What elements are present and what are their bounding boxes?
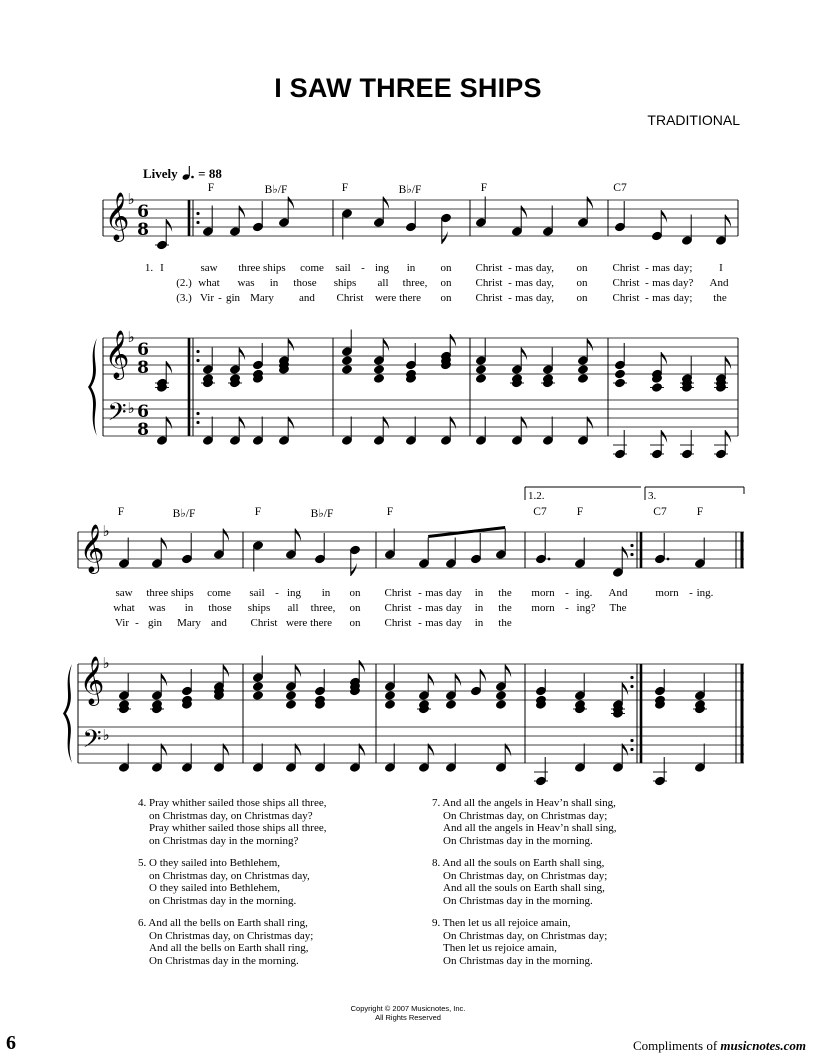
treble-clef-icon: 𝄞	[79, 523, 105, 572]
lyric-syllable: the	[713, 292, 727, 304]
lyric-syllable: in	[406, 262, 416, 274]
lyric-syllable: ing	[286, 587, 302, 599]
chord-symbol: F	[480, 182, 488, 194]
composer-credit: TRADITIONAL	[647, 112, 740, 128]
lyric-syllable: -	[418, 602, 422, 614]
repeat-dot	[196, 412, 199, 415]
lyric-syllable: And	[608, 587, 628, 599]
note-flag	[455, 674, 461, 687]
chord-symbol: F	[576, 506, 584, 518]
lyric-syllable: on	[349, 602, 361, 614]
time-signature-numerator: 6	[137, 340, 149, 360]
chord-symbol: F	[254, 506, 262, 518]
augmentation-dot	[667, 558, 670, 561]
note-flag	[622, 744, 628, 757]
note-flag	[295, 529, 301, 542]
note-flag	[725, 430, 731, 443]
note-flag	[450, 334, 456, 347]
lyric-syllable: on	[440, 292, 452, 304]
lyric-syllable: what	[113, 602, 135, 614]
notehead	[384, 700, 395, 710]
page-title: I SAW THREE SHIPS	[274, 73, 542, 103]
notehead	[495, 691, 506, 701]
repeat-dot	[630, 544, 633, 547]
lyric-syllable: day,	[536, 277, 554, 289]
notehead	[384, 691, 395, 701]
flat-key-signature-icon: ♭	[127, 328, 135, 346]
lyric-syllable: those	[293, 277, 317, 289]
lyric-syllable: And	[709, 277, 729, 289]
note-flag	[450, 417, 456, 430]
lyric-syllable: -	[508, 292, 512, 304]
lyric-syllable: -	[645, 292, 649, 304]
chord-symbol: B♭/F	[398, 184, 422, 196]
note-flag	[521, 348, 527, 361]
note-flag	[288, 417, 294, 430]
note-flag	[480, 669, 486, 682]
footer-credit: Compliments of musicnotes.com	[633, 1038, 806, 1053]
copyright-notice: Copyright © 2007 Musicnotes, Inc. All Rights Reserved	[350, 1004, 466, 1022]
repeat-dot	[630, 676, 633, 679]
note-flag	[295, 744, 301, 757]
lyric-syllable: -	[361, 262, 365, 274]
lyric-syllable: all	[287, 602, 299, 614]
repeat-dot	[630, 553, 633, 556]
lyric-syllable: Christ	[612, 262, 640, 274]
lyric-syllable: what	[198, 277, 220, 289]
note-flag	[622, 683, 628, 696]
lyric-syllable: on	[576, 262, 588, 274]
note-flag	[661, 210, 667, 223]
notehead	[373, 365, 384, 375]
lyric-syllable: The	[609, 602, 627, 614]
lyric-syllable: three,	[310, 602, 336, 614]
chord-symbol: B♭/F	[172, 508, 196, 520]
notehead	[445, 700, 456, 710]
lyric-syllable: three,	[402, 277, 428, 289]
lyric-syllable: -	[645, 262, 649, 274]
notehead	[475, 374, 486, 384]
verse-4: 4. Pray whither sailed those ships all three, on Christmas day, on Christmas day? Pray whither sailed those ships all three, on Christmas day in the morning?	[138, 797, 327, 847]
lyric-syllable: -	[508, 262, 512, 274]
note-flag	[725, 215, 731, 228]
note-flag	[521, 417, 527, 430]
flat-key-signature-icon: ♭	[102, 522, 110, 540]
notehead	[285, 691, 296, 701]
lyric-syllable: -	[135, 617, 139, 629]
note-flag	[505, 744, 511, 757]
lyric-syllable: mas	[652, 262, 670, 274]
verse-6: 6. And all the bells on Earth shall ring, On Christmas day, on Christmas day; And all the bells on Earth shall ring, On Christmas day in the morning.	[138, 917, 314, 967]
lyric-syllable: morn	[655, 587, 679, 599]
chord-symbol: C7	[653, 506, 667, 518]
tempo-word: Lively	[143, 166, 178, 181]
lyric-syllable: saw	[200, 262, 218, 274]
note-flag	[223, 744, 229, 757]
note-flag	[428, 744, 434, 757]
chord-symbol: F	[341, 182, 349, 194]
lyric-syllable: Christ	[384, 617, 412, 629]
lyric-syllable: was	[148, 602, 166, 614]
lyric-syllable: day;	[673, 292, 693, 304]
lyric-syllable: ing.	[575, 587, 593, 599]
lyric-syllable: Christ	[612, 292, 640, 304]
notehead	[341, 356, 352, 366]
lyric-syllable: sail	[249, 587, 265, 599]
lyric-syllable: in	[474, 617, 484, 629]
lyric-syllable: Christ	[475, 292, 503, 304]
lyric-syllable: on	[349, 587, 361, 599]
flat-key-signature-icon: ♭	[102, 654, 110, 672]
note-flag	[161, 538, 167, 551]
lyric-syllable: mas	[425, 617, 443, 629]
lyric-syllable: I	[719, 262, 723, 274]
note-flag	[166, 361, 172, 374]
note-flag	[383, 417, 389, 430]
flat-key-signature-icon: ♭	[127, 399, 135, 417]
note-flag	[239, 417, 245, 430]
lyric-syllable: gin	[225, 292, 241, 304]
lyric-syllable: come	[207, 587, 231, 599]
chord-symbol: F	[117, 506, 125, 518]
lyric-syllable: mas	[515, 292, 533, 304]
lyric-syllable: Christ	[384, 602, 412, 614]
lyric-syllable: -	[508, 277, 512, 289]
treble-clef-icon: 𝄞	[104, 329, 130, 378]
volta-label-3: 3.	[648, 490, 657, 502]
repeat-dot	[196, 421, 199, 424]
verse-7: 7. And all the angels in Heav’n shall sing, On Christmas day, on Christmas day; And all the angels in Heav’n shall sing, On Christmas day in the morning.	[432, 797, 617, 847]
page-number: 6	[6, 1032, 16, 1054]
lyric-syllable: ing	[374, 262, 390, 274]
lyric-syllable: ships	[333, 277, 357, 289]
note-flag	[521, 206, 527, 219]
lyric-syllable: Christ	[612, 277, 640, 289]
chord-symbol: C7	[613, 182, 627, 194]
lyric-syllable: Christ	[475, 262, 503, 274]
lyric-syllable: on	[576, 292, 588, 304]
notehead	[252, 682, 263, 692]
note-flag	[428, 674, 434, 687]
lyric-syllable: mas	[652, 292, 670, 304]
note-flag	[161, 674, 167, 687]
lyric-syllable: in	[321, 587, 331, 599]
lyric-syllable: were there	[285, 617, 333, 629]
augmentation-dot	[548, 558, 551, 561]
treble-clef-icon: 𝄞	[104, 191, 130, 240]
lyric-syllable: ships	[247, 602, 271, 614]
chord-symbol: B♭/F	[310, 508, 334, 520]
tempo-value: = 88	[198, 166, 222, 181]
lyric-syllable: those	[208, 602, 232, 614]
notehead	[341, 365, 352, 375]
lyric-syllable: and	[211, 617, 227, 629]
time-signature-numerator: 6	[137, 402, 149, 422]
notehead	[373, 374, 384, 384]
lyric-syllable: in	[269, 277, 279, 289]
lyric-syllable: day,	[536, 292, 554, 304]
lyric-syllable: 1.	[144, 262, 154, 274]
flat-key-signature-icon: ♭	[127, 190, 135, 208]
note-flag	[383, 339, 389, 352]
note-flag	[166, 219, 172, 232]
repeat-dot	[196, 212, 199, 215]
note-flag	[442, 231, 448, 244]
lyric-syllable: (3.)	[176, 292, 192, 304]
chord-symbol: F	[386, 506, 394, 518]
lyric-syllable: Christ	[475, 277, 503, 289]
lyric-syllable: Christ	[250, 617, 278, 629]
note-flag	[587, 339, 593, 352]
lyric-syllable: day?	[672, 277, 694, 289]
lyric-syllable: on	[349, 617, 361, 629]
lyric-syllable: in	[474, 587, 484, 599]
note-flag	[383, 197, 389, 210]
note-flag	[359, 744, 365, 757]
note-flag	[505, 665, 511, 678]
lyric-syllable: Mary	[177, 617, 201, 629]
time-signature-denominator: 8	[137, 358, 149, 378]
notehead	[577, 374, 588, 384]
time-signature-denominator: 8	[137, 420, 149, 440]
flat-key-signature-icon: ♭	[102, 726, 110, 744]
lyric-syllable: day	[446, 617, 462, 629]
bass-clef-icon: 𝄢	[82, 725, 102, 760]
notehead	[475, 365, 486, 375]
notehead	[577, 365, 588, 375]
note-flag	[223, 529, 229, 542]
time-signature-numerator: 6	[137, 202, 149, 222]
lyric-syllable: Mary	[250, 292, 274, 304]
volta-label-1-2: 1.2.	[528, 490, 545, 502]
note-flag	[622, 547, 628, 560]
note-flag	[725, 357, 731, 370]
lyric-syllable: saw	[115, 587, 133, 599]
lyric-syllable: -	[418, 587, 422, 599]
lyric-syllable: day	[446, 602, 462, 614]
note-flag	[587, 417, 593, 430]
lyric-syllable: mas	[515, 262, 533, 274]
chord-symbol: B♭/F	[264, 184, 288, 196]
notehead	[252, 691, 263, 701]
lyric-syllable: in	[184, 602, 194, 614]
lyric-syllable: -	[565, 587, 569, 599]
repeat-dot	[196, 350, 199, 353]
notehead	[285, 700, 296, 710]
treble-clef-icon: 𝄞	[79, 655, 105, 704]
note-flag	[587, 197, 593, 210]
verse-9: 9. Then let us all rejoice amain, On Christmas day, on Christmas day; Then let us rejoice amain, On Christmas day in the morning.	[432, 917, 608, 967]
repeat-dot	[196, 359, 199, 362]
lyric-syllable: ing?	[576, 602, 596, 614]
bass-clef-icon: 𝄢	[107, 398, 127, 433]
lyric-syllable: Christ	[384, 587, 412, 599]
lyric-syllable: (2.)	[176, 277, 192, 289]
lyric-syllable: mas	[425, 587, 443, 599]
lyric-syllable: -	[218, 292, 222, 304]
piano-brace-icon	[63, 664, 72, 763]
chord-symbol: F	[696, 506, 704, 518]
lyric-syllable: all	[377, 277, 389, 289]
note-flag	[166, 417, 172, 430]
lyric-syllable: on	[440, 262, 452, 274]
piano-brace-icon	[88, 338, 97, 436]
lyric-syllable: mas	[652, 277, 670, 289]
lyric-syllable: on	[440, 277, 452, 289]
repeat-dot	[630, 748, 633, 751]
note-flag	[288, 197, 294, 210]
time-signature-denominator: 8	[137, 220, 149, 240]
lyric-syllable: -	[689, 587, 693, 599]
lyric-syllable: the	[498, 617, 512, 629]
note-flag	[288, 339, 294, 352]
lyric-syllable: -	[418, 617, 422, 629]
lyric-syllable: three ships	[238, 262, 286, 274]
note-flag	[239, 206, 245, 219]
lyric-syllable: Vir	[114, 617, 130, 629]
lyric-syllable: day	[446, 587, 462, 599]
note-flag	[223, 665, 229, 678]
lyric-syllable: was	[237, 277, 255, 289]
lyric-syllable: on	[576, 277, 588, 289]
lyric-syllable: and	[299, 292, 315, 304]
lyric-syllable: the	[498, 602, 512, 614]
lyric-syllable: Vir	[199, 292, 215, 304]
note-flag	[359, 660, 365, 673]
lyric-syllable: three ships	[146, 587, 194, 599]
verse-8: 8. And all the souls on Earth shall sing, On Christmas day, on Christmas day; And all the souls on Earth shall sing, On Christmas day in the morning.	[432, 857, 608, 907]
note-flag	[295, 665, 301, 678]
note-flag	[161, 744, 167, 757]
lyric-syllable: sail	[335, 262, 351, 274]
lyric-syllable: -	[275, 587, 279, 599]
lyric-syllable: mas	[515, 277, 533, 289]
lyric-syllable: day,	[536, 262, 554, 274]
lyric-syllable: -	[565, 602, 569, 614]
lyric-syllable: in	[474, 602, 484, 614]
lyric-syllable: were there	[374, 292, 422, 304]
lyric-syllable: Christ	[336, 292, 364, 304]
lyric-syllable: morn	[531, 587, 555, 599]
lyric-syllable: the	[498, 587, 512, 599]
lyric-syllable: morn	[531, 602, 555, 614]
notehead	[614, 369, 625, 379]
chord-symbol: F	[207, 182, 215, 194]
lyric-syllable: ing.	[696, 587, 714, 599]
lyric-syllable: mas	[425, 602, 443, 614]
lyric-syllable: day;	[673, 262, 693, 274]
repeat-dot	[196, 221, 199, 224]
footer-site-link[interactable]: musicnotes.com	[720, 1038, 806, 1053]
note-flag	[351, 563, 357, 576]
repeat-dot	[630, 739, 633, 742]
notehead	[495, 700, 506, 710]
lyric-syllable: gin	[147, 617, 163, 629]
chord-symbol: C7	[533, 506, 547, 518]
repeat-dot	[630, 685, 633, 688]
note-flag	[661, 352, 667, 365]
note-flag	[239, 348, 245, 361]
note-flag	[661, 430, 667, 443]
lyric-syllable: -	[645, 277, 649, 289]
verse-5: 5. O they sailed into Bethlehem, on Christmas day, on Christmas day, O they sailed into Bethlehem, on Christmas day in the morning.	[138, 857, 310, 907]
lyric-syllable: come	[300, 262, 324, 274]
lyric-syllable: I	[160, 262, 164, 274]
